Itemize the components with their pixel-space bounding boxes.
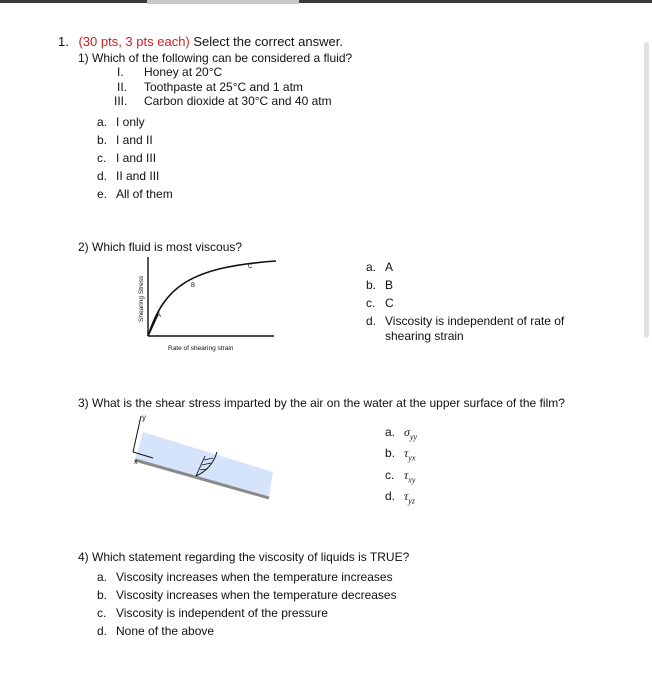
answer-choice[interactable]: b. $\tau_{yx}$: [385, 446, 416, 463]
answer-choice[interactable]: c. I and III: [97, 151, 157, 165]
question-number: 1.: [58, 34, 69, 49]
curve-label-a: A: [157, 313, 162, 319]
subquestion-1-text: 1) Which of the following can be considered a fluid?: [78, 51, 353, 65]
water-film: [135, 432, 273, 496]
answer-choice[interactable]: a. A: [366, 260, 394, 274]
answer-choice-continuation: shearing strain: [385, 329, 464, 343]
y-axis-label: Shearing Stress: [138, 275, 145, 322]
statement-item: II. Toothpaste at 25°C and 1 atm: [117, 80, 303, 94]
subquestion-3-text: 3) What is the shear stress imparted by the air on the water at the upper surface of the film?: [78, 396, 565, 410]
answer-choice[interactable]: b. I and II: [97, 133, 153, 147]
answer-choice[interactable]: a. $\sigma_{yy}$: [385, 425, 418, 442]
top-border: [0, 0, 652, 3]
answer-choice[interactable]: d. Viscosity is independent of rate of: [366, 314, 565, 328]
curve-label-c: C: [248, 264, 253, 270]
x-axis-label: Rate of shearing strain: [168, 345, 234, 352]
y-axis-label: y: [142, 413, 146, 422]
answer-choice[interactable]: b. Viscosity increases when the temperature decreases: [97, 588, 397, 602]
answer-choice[interactable]: a. I only: [97, 115, 145, 129]
answer-choice[interactable]: a. Viscosity increases when the temperature increases: [97, 570, 393, 584]
scrollbar[interactable]: [644, 42, 649, 338]
top-tab-highlight: [147, 0, 299, 4]
subquestion-2-text: 2) Which fluid is most viscous?: [78, 240, 243, 254]
answer-choice[interactable]: c. $\tau_{xy}$: [385, 468, 416, 485]
viscosity-graph: [134, 254, 284, 354]
answer-choice[interactable]: b. B: [366, 278, 394, 292]
statement-item: III. Carbon dioxide at 30°C and 40 atm: [114, 94, 332, 108]
curve-c: [148, 261, 276, 336]
answer-choice[interactable]: d. $\tau_{yz}$: [385, 489, 415, 506]
question-header: [58, 34, 343, 49]
film-figure: [125, 410, 275, 502]
answer-choice[interactable]: e. All of them: [97, 187, 173, 201]
subquestion-4-text: 4) Which statement regarding the viscosity of liquids is TRUE?: [78, 550, 410, 564]
answer-choice[interactable]: c. C: [366, 296, 394, 310]
curve-label-b: B: [191, 283, 196, 289]
instruction-text: Select the correct answer.: [193, 34, 343, 49]
answer-choice[interactable]: c. Viscosity is independent of the pressure: [97, 606, 328, 620]
answer-choice[interactable]: d. II and III: [97, 169, 160, 183]
answer-choice[interactable]: d. None of the above: [97, 624, 215, 638]
points-label: (30 pts, 3 pts each): [78, 34, 190, 49]
statement-item: I. Honey at 20°C: [117, 65, 223, 79]
x-axis-label: x: [134, 459, 138, 466]
